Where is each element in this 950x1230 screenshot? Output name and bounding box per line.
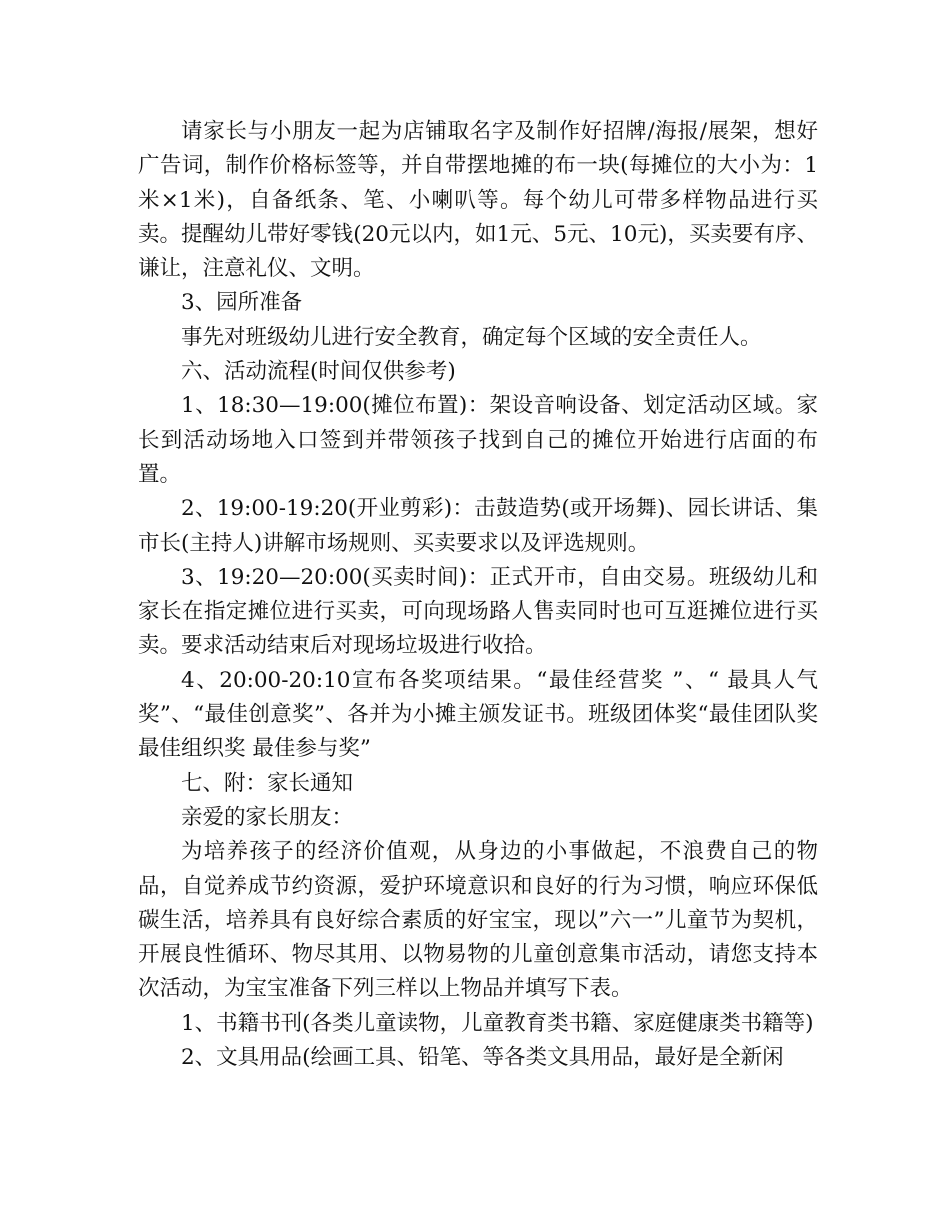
paragraph-step-1-stall-setup: 1、18:30—19:00(摊位布置)：架设音响设备、划定活动区域。家长到活动场地入口签到并带领孩子找到自己的摊位开始进行店面的布置。 <box>138 393 818 487</box>
heading-activity-process: 六、活动流程(时间仅供参考) <box>181 359 456 385</box>
paragraph-safety-education: 事先对班级幼儿进行安全教育，确定每个区域的安全责任人。 <box>181 324 762 350</box>
list-item-books: 1、书籍书刊(各类儿童读物，儿童教育类书籍、家庭健康类书籍等) <box>181 1010 814 1036</box>
list-item-stationery: 2、文具用品(绘画工具、铅笔、等各类文具用品，最好是全新闲 <box>181 1045 784 1071</box>
document-body <box>138 115 818 1075</box>
paragraph-notice-body: 为培养孩子的经济价值观，从身边的小事做起，不浪费自己的物品，自觉养成节约资源，爱护环境意识和良好的行为习惯，响应环保低碳生活，培养具有良好综合素质的好宝宝，现以”六一”儿童节为契机，开展良性循环、物尽其用、以物易物的儿童创意集市活动，请您支持本次活动，为宝宝准备下列三样以上物品并填写下表。 <box>138 839 818 1002</box>
paragraph-step-3-trading: 3、19:20—20:00(买卖时间)：正式开市，自由交易。班级幼儿和家长在指定摊位进行买卖，可向现场路人售卖同时也可互逛摊位进行买卖。要求活动结束后对现场垃圾进行收拾。 <box>138 564 818 659</box>
paragraph-stall-preparation: 请家长与小朋友一起为店铺取名字及制作好招牌/海报/展架，想好广告词，制作价格标签等，并自带摆地摊的布一块(每摊位的大小为：1米×1米)，自备纸条、笔、小喇叭等。每个幼儿可带多样物品进行买卖。提醒幼儿带好零钱(20元以内，如1元、5元、10元)，买卖要有序、谦让，注意礼仪、文明。 <box>138 119 818 282</box>
heading-parent-notice: 七、附：家长通知 <box>181 770 354 796</box>
heading-kindergarten-preparation: 3、园所准备 <box>181 290 303 316</box>
paragraph-step-2-opening: 2、19:00-19:20(开业剪彩)：击鼓造势(或开场舞)、园长讲话、集市长(主持人)讲解市场规则、买卖要求以及评选规则。 <box>138 496 818 556</box>
salutation: 亲爱的家长朋友： <box>181 804 354 830</box>
paragraph-step-4-awards: 4、20:00-20:10宣布各奖项结果。“最佳经营奖 ”、“ 最具人气奖”、“最佳创意奖”、各并为小摊主颁发证书。班级团体奖“最佳团队奖 最佳组织奖 最佳参与奖” <box>138 667 818 762</box>
